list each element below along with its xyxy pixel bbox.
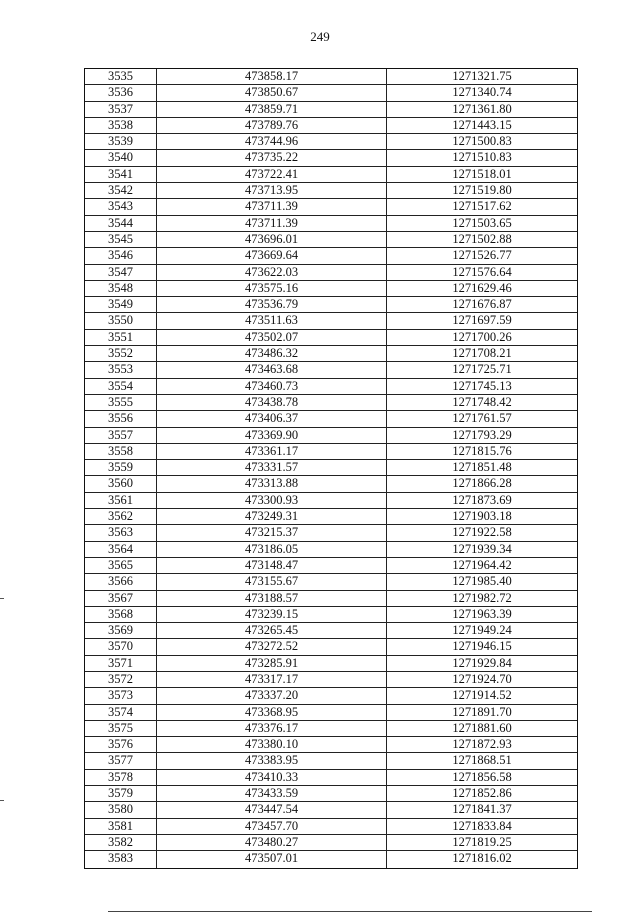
- y-coordinate-cell: 1271819.25: [452, 834, 512, 849]
- y-coordinate-cell: 1271816.02: [452, 851, 512, 866]
- y-coordinate-cell: 1271856.58: [452, 769, 512, 784]
- x-coordinate-cell: 473317.17: [157, 672, 387, 687]
- point-number-cell: 3556: [85, 411, 157, 426]
- table-row: [85, 444, 577, 460]
- table-row: [85, 623, 577, 639]
- point-number-cell: 3580: [85, 802, 157, 817]
- y-coordinate-cell: 1271841.37: [452, 802, 512, 817]
- x-coordinate-cell: 473376.17: [157, 721, 387, 736]
- y-coordinate-cell: 1271321.75: [452, 69, 512, 83]
- y-coordinate-cell: 1271881.60: [452, 720, 512, 735]
- y-coordinate-cell: 1271518.01: [452, 166, 512, 181]
- edge-mark: [0, 800, 4, 801]
- table-row: [85, 428, 577, 444]
- y-coordinate-cell: 1271963.39: [452, 606, 512, 621]
- point-number-cell: 3538: [85, 118, 157, 133]
- table-row: [85, 183, 577, 199]
- table-row: [85, 476, 577, 492]
- x-coordinate-cell: 473575.16: [157, 281, 387, 296]
- table-row: [85, 786, 577, 802]
- y-coordinate-cell: 1271629.46: [452, 280, 512, 295]
- point-number-cell: 3548: [85, 281, 157, 296]
- y-coordinate-cell: 1271510.83: [452, 150, 512, 165]
- table-row: [85, 525, 577, 541]
- y-coordinate-cell: 1271833.84: [452, 818, 512, 833]
- point-number-cell: 3563: [85, 525, 157, 540]
- table-row: [85, 591, 577, 607]
- y-coordinate-cell: 1271443.15: [452, 117, 512, 132]
- point-number-cell: 3551: [85, 330, 157, 345]
- x-coordinate-cell: 473744.96: [157, 134, 387, 149]
- x-coordinate-cell: 473460.73: [157, 379, 387, 394]
- x-coordinate-cell: 473789.76: [157, 118, 387, 133]
- point-number-cell: 3561: [85, 493, 157, 508]
- table-row: [85, 835, 577, 851]
- y-coordinate-cell: 1271939.34: [452, 541, 512, 556]
- x-coordinate-cell: 473285.91: [157, 656, 387, 671]
- table-row: [85, 672, 577, 688]
- x-coordinate-cell: 473313.88: [157, 476, 387, 491]
- x-coordinate-cell: 473239.15: [157, 607, 387, 622]
- table-row: [85, 656, 577, 672]
- point-number-cell: 3572: [85, 672, 157, 687]
- y-coordinate-cell: 1271503.65: [452, 215, 512, 230]
- y-coordinate-cell: 1271526.77: [452, 248, 512, 263]
- point-number-cell: 3536: [85, 85, 157, 100]
- point-number-cell: 3582: [85, 835, 157, 850]
- x-coordinate-cell: 473511.63: [157, 313, 387, 328]
- table-row: [85, 199, 577, 215]
- table-row: [85, 574, 577, 590]
- x-coordinate-cell: 473361.17: [157, 444, 387, 459]
- point-number-cell: 3540: [85, 150, 157, 165]
- x-coordinate-cell: 473188.57: [157, 591, 387, 606]
- table-row: [85, 607, 577, 623]
- y-coordinate-cell: 1271576.64: [452, 264, 512, 279]
- y-coordinate-cell: 1271745.13: [452, 378, 512, 393]
- y-coordinate-cell: 1271985.40: [452, 574, 512, 589]
- y-coordinate-cell: 1271708.21: [452, 346, 512, 361]
- point-number-cell: 3557: [85, 428, 157, 443]
- point-number-cell: 3545: [85, 232, 157, 247]
- x-coordinate-cell: 473148.47: [157, 558, 387, 573]
- table-row: [85, 542, 577, 558]
- bottom-rule: [108, 911, 592, 912]
- table-row: [85, 753, 577, 769]
- x-coordinate-cell: 473249.31: [157, 509, 387, 524]
- x-coordinate-cell: 473850.67: [157, 85, 387, 100]
- table-row: [85, 297, 577, 313]
- table-row: [85, 216, 577, 232]
- y-coordinate-cell: 1271519.80: [452, 183, 512, 198]
- y-coordinate-cell: 1271873.69: [452, 492, 512, 507]
- table-row: [85, 395, 577, 411]
- x-coordinate-cell: 473300.93: [157, 493, 387, 508]
- table-row: [85, 639, 577, 655]
- point-number-cell: 3552: [85, 346, 157, 361]
- x-coordinate-cell: 473463.68: [157, 362, 387, 377]
- edge-mark: [0, 598, 4, 599]
- y-coordinate-cell: 1271340.74: [452, 85, 512, 100]
- table-row: [85, 232, 577, 248]
- y-coordinate-cell: 1271361.80: [452, 101, 512, 116]
- point-number-cell: 3535: [85, 69, 157, 84]
- y-coordinate-cell: 1271815.76: [452, 443, 512, 458]
- y-coordinate-cell: 1271891.70: [452, 704, 512, 719]
- y-coordinate-cell: 1271868.51: [452, 753, 512, 768]
- y-coordinate-cell: 1271761.57: [452, 411, 512, 426]
- x-coordinate-cell: 473331.57: [157, 460, 387, 475]
- point-number-cell: 3571: [85, 656, 157, 671]
- table-row: [85, 851, 577, 867]
- x-coordinate-cell: 473859.71: [157, 102, 387, 117]
- point-number-cell: 3581: [85, 819, 157, 834]
- x-coordinate-cell: 473711.39: [157, 216, 387, 231]
- y-coordinate-cell: 1271964.42: [452, 557, 512, 572]
- point-number-cell: 3553: [85, 362, 157, 377]
- table-row: [85, 493, 577, 509]
- point-number-cell: 3564: [85, 542, 157, 557]
- table-row: [85, 705, 577, 721]
- y-coordinate-cell: 1271697.59: [452, 313, 512, 328]
- point-number-cell: 3573: [85, 688, 157, 703]
- table-row: [85, 265, 577, 281]
- point-number-cell: 3549: [85, 297, 157, 312]
- table-row: [85, 118, 577, 134]
- x-coordinate-cell: 473447.54: [157, 802, 387, 817]
- y-coordinate-cell: 1271872.93: [452, 737, 512, 752]
- x-coordinate-cell: 473215.37: [157, 525, 387, 540]
- point-number-cell: 3579: [85, 786, 157, 801]
- y-coordinate-cell: 1271517.62: [452, 199, 512, 214]
- table-row: [85, 150, 577, 166]
- point-number-cell: 3577: [85, 753, 157, 768]
- y-coordinate-cell: 1271982.72: [452, 590, 512, 605]
- point-number-cell: 3567: [85, 591, 157, 606]
- table-row: [85, 69, 577, 85]
- y-coordinate-cell: 1271924.70: [452, 671, 512, 686]
- point-number-cell: 3546: [85, 248, 157, 263]
- table-row: [85, 509, 577, 525]
- point-number-cell: 3578: [85, 770, 157, 785]
- point-number-cell: 3583: [85, 851, 157, 867]
- x-coordinate-cell: 473410.33: [157, 770, 387, 785]
- table-row: [85, 737, 577, 753]
- x-coordinate-cell: 473696.01: [157, 232, 387, 247]
- point-number-cell: 3569: [85, 623, 157, 638]
- x-coordinate-cell: 473406.37: [157, 411, 387, 426]
- x-coordinate-cell: 473711.39: [157, 199, 387, 214]
- y-coordinate-cell: 1271946.15: [452, 639, 512, 654]
- point-number-cell: 3542: [85, 183, 157, 198]
- coordinates-table: [84, 68, 578, 869]
- x-coordinate-cell: 473457.70: [157, 819, 387, 834]
- x-coordinate-cell: 473858.17: [157, 69, 387, 84]
- y-coordinate-cell: 1271922.58: [452, 525, 512, 540]
- y-coordinate-cell: 1271793.29: [452, 427, 512, 442]
- x-coordinate-cell: 473380.10: [157, 737, 387, 752]
- y-coordinate-cell: 1271748.42: [452, 394, 512, 409]
- x-coordinate-cell: 473337.20: [157, 688, 387, 703]
- x-coordinate-cell: 473272.52: [157, 639, 387, 654]
- y-coordinate-cell: 1271502.88: [452, 231, 512, 246]
- y-coordinate-cell: 1271914.52: [452, 688, 512, 703]
- point-number-cell: 3559: [85, 460, 157, 475]
- table-row: [85, 770, 577, 786]
- point-number-cell: 3539: [85, 134, 157, 149]
- x-coordinate-cell: 473186.05: [157, 542, 387, 557]
- table-row: [85, 411, 577, 427]
- point-number-cell: 3565: [85, 558, 157, 573]
- page-number: 249: [310, 29, 330, 44]
- y-coordinate-cell: 1271725.71: [452, 362, 512, 377]
- x-coordinate-cell: 473155.67: [157, 574, 387, 589]
- table-row: [85, 802, 577, 818]
- table-row: [85, 558, 577, 574]
- y-coordinate-cell: 1271929.84: [452, 655, 512, 670]
- point-number-cell: 3568: [85, 607, 157, 622]
- point-number-cell: 3544: [85, 216, 157, 231]
- table-row: [85, 460, 577, 476]
- x-coordinate-cell: 473383.95: [157, 753, 387, 768]
- point-number-cell: 3555: [85, 395, 157, 410]
- table-row: [85, 134, 577, 150]
- x-coordinate-cell: 473369.90: [157, 428, 387, 443]
- table-row: [85, 85, 577, 101]
- x-coordinate-cell: 473536.79: [157, 297, 387, 312]
- point-number-cell: 3537: [85, 102, 157, 117]
- point-number-cell: 3541: [85, 167, 157, 182]
- table-row: [85, 688, 577, 704]
- table-row: [85, 281, 577, 297]
- y-coordinate-cell: 1271866.28: [452, 476, 512, 491]
- table-row: [85, 167, 577, 183]
- y-coordinate-cell: 1271500.83: [452, 134, 512, 149]
- x-coordinate-cell: 473507.01: [157, 851, 387, 867]
- point-number-cell: 3550: [85, 313, 157, 328]
- x-coordinate-cell: 473735.22: [157, 150, 387, 165]
- table-row: [85, 346, 577, 362]
- point-number-cell: 3562: [85, 509, 157, 524]
- y-coordinate-cell: 1271700.26: [452, 329, 512, 344]
- point-number-cell: 3570: [85, 639, 157, 654]
- point-number-cell: 3574: [85, 705, 157, 720]
- table-row: [85, 248, 577, 264]
- table-row: [85, 819, 577, 835]
- table-row: [85, 313, 577, 329]
- x-coordinate-cell: 473265.45: [157, 623, 387, 638]
- x-coordinate-cell: 473713.95: [157, 183, 387, 198]
- x-coordinate-cell: 473502.07: [157, 330, 387, 345]
- table-row: [85, 721, 577, 737]
- y-coordinate-cell: 1271676.87: [452, 297, 512, 312]
- point-number-cell: 3547: [85, 265, 157, 280]
- y-coordinate-cell: 1271852.86: [452, 786, 512, 801]
- x-coordinate-cell: 473433.59: [157, 786, 387, 801]
- point-number-cell: 3558: [85, 444, 157, 459]
- table-row: [85, 330, 577, 346]
- x-coordinate-cell: 473669.64: [157, 248, 387, 263]
- point-number-cell: 3543: [85, 199, 157, 214]
- table-row: [85, 362, 577, 378]
- point-number-cell: 3560: [85, 476, 157, 491]
- table-row: [85, 379, 577, 395]
- y-coordinate-cell: 1271851.48: [452, 460, 512, 475]
- point-number-cell: 3576: [85, 737, 157, 752]
- y-coordinate-cell: 1271949.24: [452, 623, 512, 638]
- y-coordinate-cell: 1271903.18: [452, 509, 512, 524]
- point-number-cell: 3566: [85, 574, 157, 589]
- x-coordinate-cell: 473480.27: [157, 835, 387, 850]
- point-number-cell: 3575: [85, 721, 157, 736]
- point-number-cell: 3554: [85, 379, 157, 394]
- x-coordinate-cell: 473368.95: [157, 705, 387, 720]
- x-coordinate-cell: 473622.03: [157, 265, 387, 280]
- table-row: [85, 102, 577, 118]
- x-coordinate-cell: 473722.41: [157, 167, 387, 182]
- x-coordinate-cell: 473438.78: [157, 395, 387, 410]
- x-coordinate-cell: 473486.32: [157, 346, 387, 361]
